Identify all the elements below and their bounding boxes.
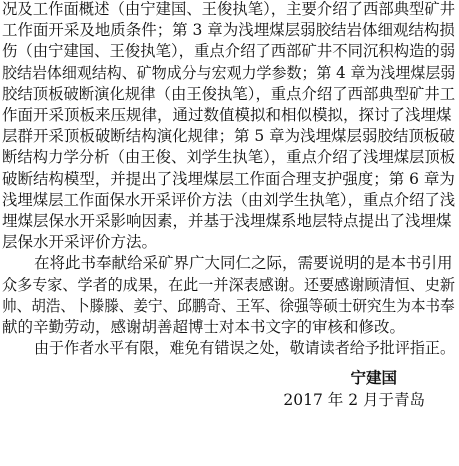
text-line: 帅、胡浩、卜滕滕、姜宁、邱鹏奇、王军、徐强等硕士研究生为本书奉 bbox=[2, 296, 455, 315]
text-line: 破断结构模型，并提出了浅埋煤层工作面合理支护强度；第 6 章为 bbox=[2, 169, 455, 188]
text-line: 作面开采顶板来压规律，通过数值模拟和相似模拟，探讨了浅埋煤 bbox=[2, 106, 452, 124]
signature-date: 2017 年 2 月于青岛 bbox=[283, 391, 425, 410]
text-line: 埋煤层保水开采影响因素，并基于浅埋煤系地层特点提出了浅埋煤 bbox=[2, 212, 452, 230]
text-line: 浅埋煤层工作面保水开采评价方法（由刘学生执笔），重点介绍了浅 bbox=[2, 190, 456, 209]
text-line: 层保水开采评价方法。 bbox=[2, 233, 158, 252]
text-line: 断结构力学分析（由王俊、刘学生执笔），重点介绍了浅埋煤层顶板 bbox=[2, 148, 456, 167]
text-line: 层群开采顶板破断结构演化规律；第 5 章为浅埋煤层弱胶结顶板破 bbox=[2, 127, 455, 146]
text-line: 在将此书奉献给采矿界广大同仁之际，需要说明的是本书引用 bbox=[34, 254, 453, 273]
text-line: 伤（由宁建国、王俊执笔），重点介绍了西部矿井不同沉积构造的弱 bbox=[2, 42, 456, 61]
text-line: 胶结顶板破断演化规律（由王俊执笔），重点介绍了西部典型矿井工 bbox=[2, 84, 456, 103]
text-line: 献的辛勤劳动，感谢胡善超博士对本书文字的审核和修改。 bbox=[2, 318, 406, 336]
text-line: 由于作者水平有限，难免有错误之处，敬请读者给予批评指正。 bbox=[34, 339, 455, 358]
text-line: 众多专家、学者的成果，在此一并深表感谢。还要感谢顾清恒、史新 bbox=[2, 275, 455, 294]
text-line: 胶结岩体细观结构、矿物成分与宏观力学参数；第 4 章为浅埋煤层弱 bbox=[2, 63, 456, 82]
text-line: 工作面开采及地质条件；第 3 章为浅埋煤层弱胶结岩体细观结构损 bbox=[2, 21, 455, 40]
author-signature: 宁建国 bbox=[350, 368, 397, 388]
text-line: 况及工作面概述（由宁建国、王俊执笔），主要介绍了西部典型矿井 bbox=[2, 0, 456, 18]
